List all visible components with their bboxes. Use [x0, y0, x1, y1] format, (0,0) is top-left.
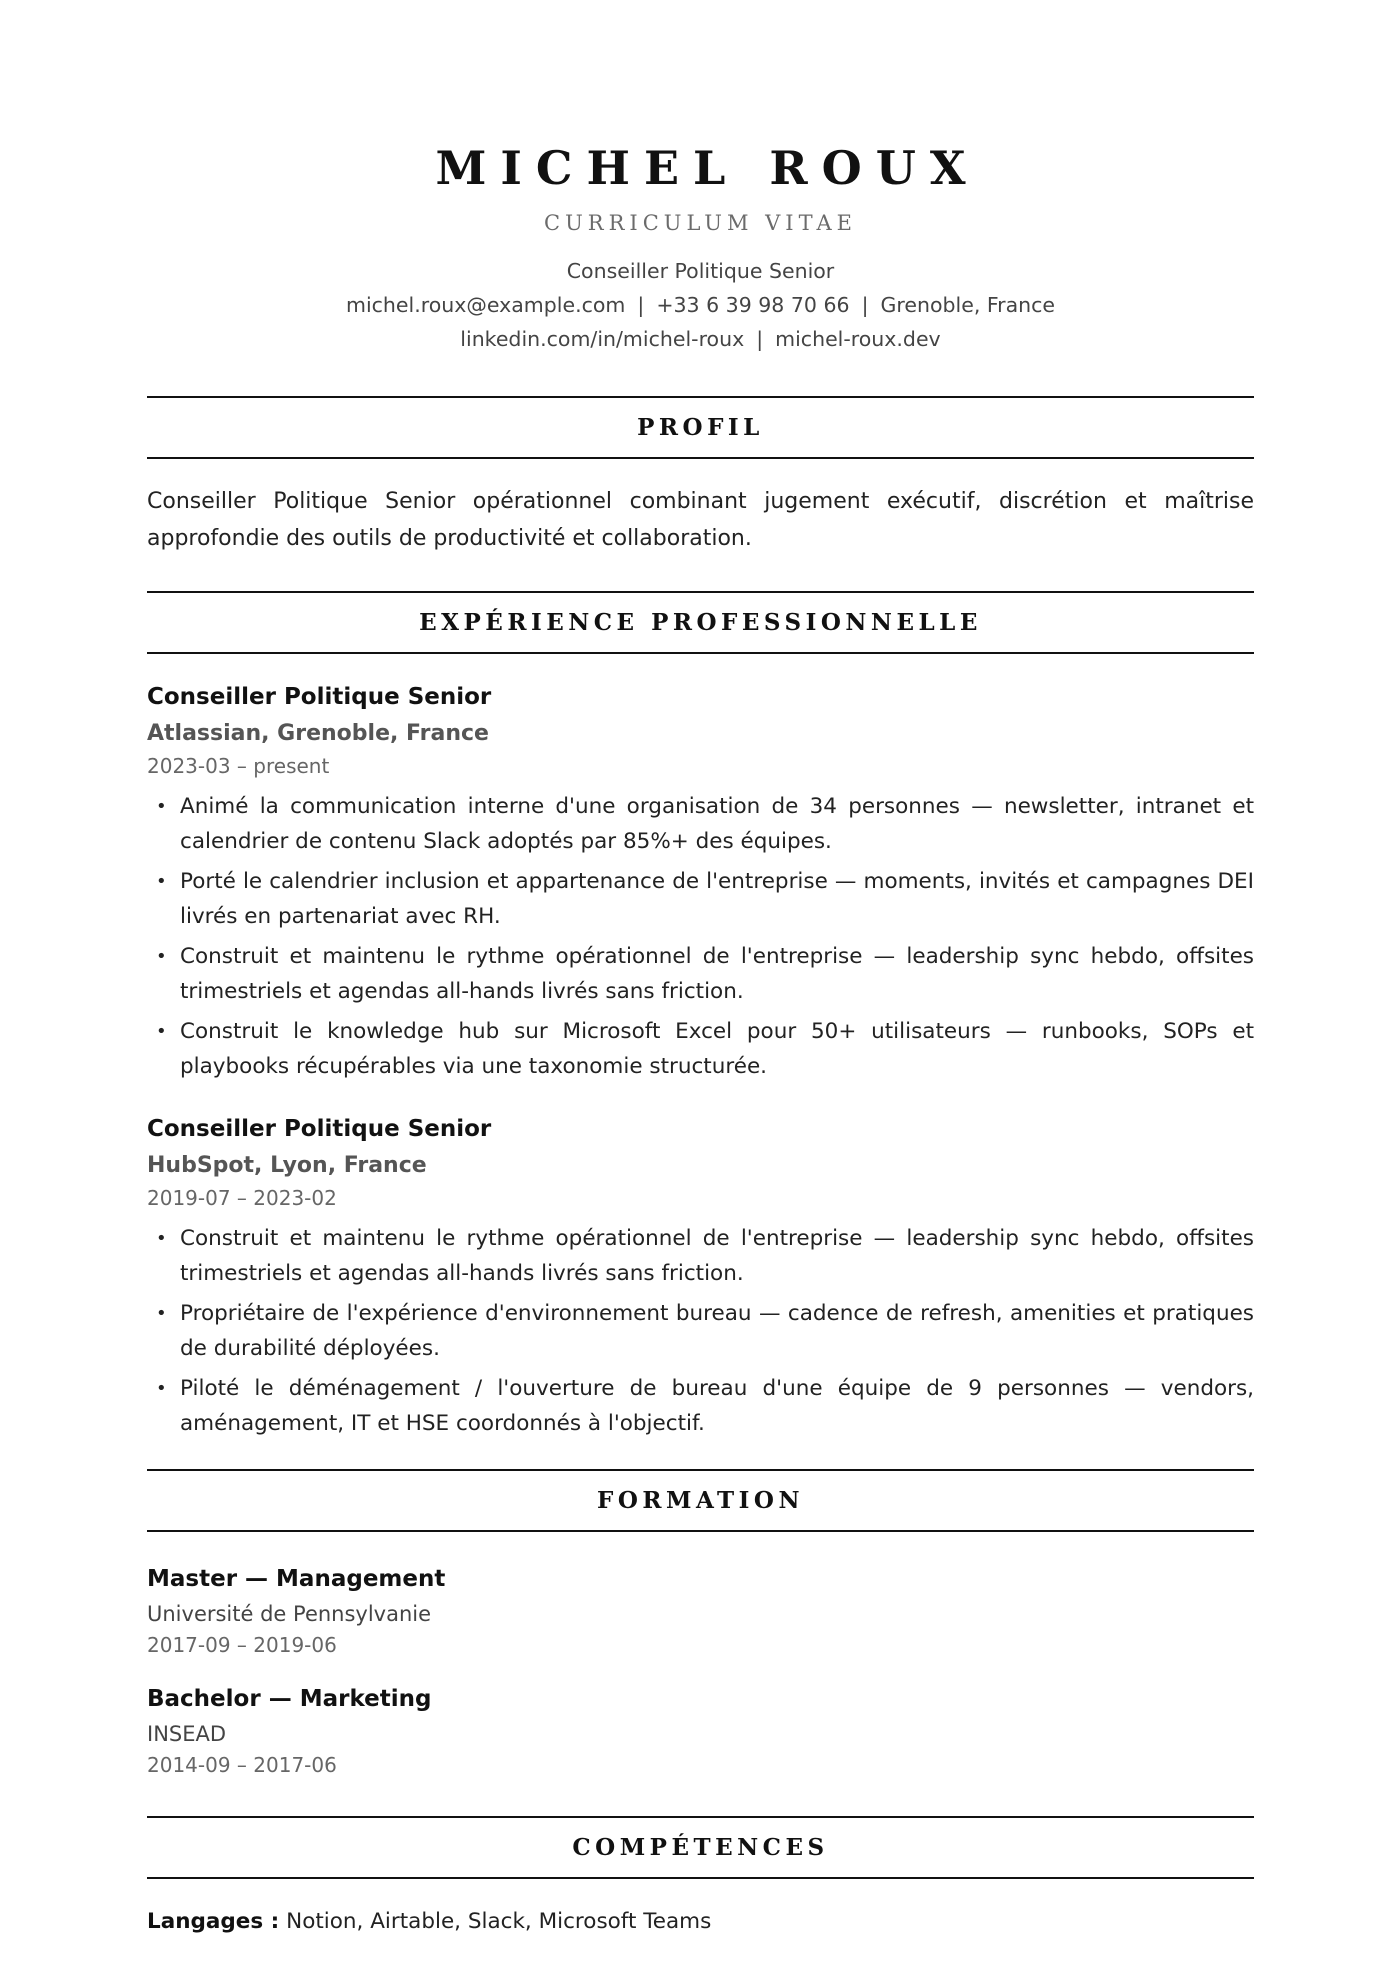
job-title: Conseiller Politique Senior — [147, 1116, 492, 1142]
job-dates: 2019-07 – 2023-02 — [147, 1186, 337, 1210]
bullet-item — [147, 939, 1254, 1009]
separator: | — [637, 293, 645, 317]
section-title: FORMATION — [597, 1487, 804, 1514]
bullet-text: Porté le calendrier inclusion et appartenance de l'entreprise — moments, invités et campagnes DEI livrés en partenariat avec RH. — [180, 869, 1254, 929]
bullet-item — [147, 864, 1254, 934]
education-entry — [147, 1562, 1254, 1660]
bullet-icon: • — [156, 1021, 167, 1042]
skills-label: Langages : — [147, 1909, 280, 1934]
bullet-item — [147, 1014, 1254, 1084]
document-subtitle: CURRICULUM VITAE — [544, 211, 857, 235]
section-title: EXPÉRIENCE PROFESSIONNELLE — [419, 609, 982, 636]
school-name: INSEAD — [147, 1722, 227, 1746]
bullet-item — [147, 1371, 1254, 1441]
resume-header — [147, 0, 1254, 356]
education-dates: 2017-09 – 2019-06 — [147, 1633, 337, 1657]
candidate-name: MICHEL ROUX — [435, 141, 980, 195]
education-dates: 2014-09 – 2017-06 — [147, 1753, 337, 1777]
job-dates: 2023-03 – present — [147, 754, 330, 778]
contact-line-1 — [147, 288, 1254, 322]
bullet-text: Construit et maintenu le rythme opérationnel de l'entreprise — leadership sync hebdo, offsites trimestriels et agendas all-hands livrés sans friction. — [180, 1226, 1254, 1286]
bullet-icon: • — [156, 1228, 167, 1249]
section-header-profile — [147, 396, 1254, 459]
section-header-skills — [147, 1816, 1254, 1879]
bullet-text: Construit le knowledge hub sur Microsoft Excel pour 50+ utilisateurs — runbooks, SOPs et playbooks récupérables via une taxonomie structurée. — [180, 1019, 1254, 1079]
school-name: Université de Pennsylvanie — [147, 1602, 432, 1626]
skills-value: Notion, Airtable, Slack, Microsoft Teams — [286, 1909, 712, 1934]
separator: | — [756, 327, 764, 351]
degree-title: Master — Management — [147, 1566, 446, 1592]
degree-title: Bachelor — Marketing — [147, 1686, 432, 1712]
bullet-icon: • — [156, 796, 167, 817]
contact-block — [147, 254, 1254, 356]
bullet-icon: • — [156, 1378, 167, 1399]
bullet-icon: • — [156, 871, 167, 892]
skills-line — [147, 1905, 1254, 1939]
phone-number: +33 6 39 98 70 66 — [656, 293, 850, 317]
job-company: Atlassian, Grenoble, France — [147, 721, 489, 746]
bullet-text: Propriétaire de l'expérience d'environnement bureau — cadence de refresh, amenities et pratiques de durabilité déployées. — [180, 1301, 1254, 1361]
job-bullets — [147, 1221, 1254, 1441]
section-title: PROFIL — [637, 414, 764, 441]
job-entry — [147, 680, 1254, 1084]
education-entry — [147, 1682, 1254, 1780]
bullet-icon: • — [156, 1303, 167, 1324]
contact-line-2 — [147, 322, 1254, 356]
separator: | — [861, 293, 869, 317]
bullet-item — [147, 1221, 1254, 1291]
section-title: COMPÉTENCES — [572, 1834, 829, 1861]
location: Grenoble, France — [880, 293, 1056, 317]
profile-summary: Conseiller Politique Senior opérationnel combinant jugement exécutif, discrétion et maîtrise approfondie des outils de productivité et collaboration. — [147, 489, 1254, 551]
job-company: HubSpot, Lyon, France — [147, 1153, 427, 1178]
bullet-icon: • — [156, 946, 167, 967]
bullet-text: Construit et maintenu le rythme opérationnel de l'entreprise — leadership sync hebdo, offsites trimestriels et agendas all-hands livrés sans friction. — [180, 944, 1254, 1004]
linkedin-link[interactable]: linkedin.com/in/michel-roux — [460, 327, 745, 351]
email-link[interactable]: michel.roux@example.com — [345, 293, 626, 317]
job-title: Conseiller Politique Senior — [147, 684, 492, 710]
job-bullets — [147, 789, 1254, 1084]
section-header-education — [147, 1469, 1254, 1532]
job-entry — [147, 1112, 1254, 1441]
role-line: Conseiller Politique Senior — [566, 259, 835, 283]
bullet-text: Piloté le déménagement / l'ouverture de bureau d'une équipe de 9 personnes — vendors, aménagement, IT et HSE coordonnés à l'objectif. — [180, 1376, 1254, 1436]
bullet-item — [147, 1296, 1254, 1366]
section-header-experience — [147, 591, 1254, 654]
bullet-item — [147, 789, 1254, 859]
website-link[interactable]: michel-roux.dev — [775, 327, 941, 351]
bullet-text: Animé la communication interne d'une organisation de 34 personnes — newsletter, intranet et calendrier de contenu Slack adoptés par 85%+ des équipes. — [180, 794, 1254, 854]
